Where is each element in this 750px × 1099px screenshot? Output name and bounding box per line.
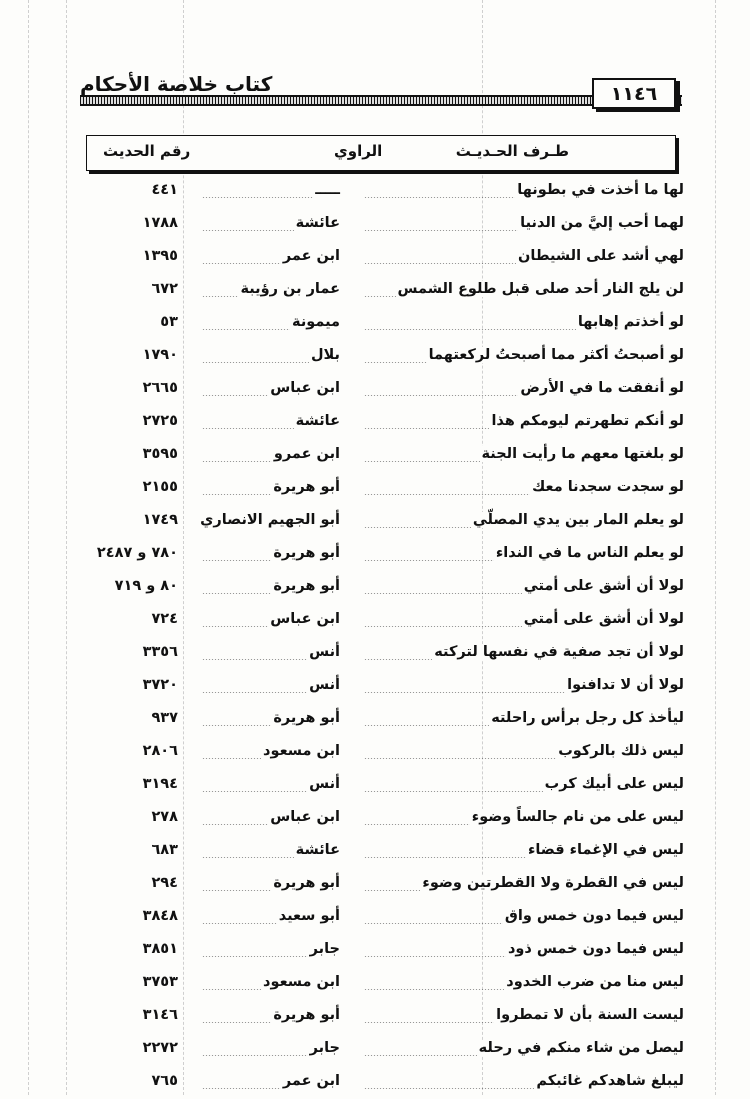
- narrator-name: أبو هريرة: [202, 545, 340, 561]
- hadith-number: ٣٥٩٥: [142, 446, 178, 462]
- hadith-number: ٤٤١: [151, 182, 178, 198]
- narrator-name: ابن عمرو: [202, 446, 340, 462]
- hadith-number: ٧٨٠ و ٢٤٨٧: [96, 545, 178, 561]
- table-row: [0, 670, 750, 703]
- hadith-number: ٢٩٤: [151, 875, 178, 891]
- hadith-number: ٧٢٤: [151, 611, 178, 627]
- hadith-number: ٢٢٧٢: [142, 1040, 178, 1056]
- narrator-name: أبو هريرة: [202, 479, 340, 495]
- narrator-name: أبو هريرة: [202, 710, 340, 726]
- narrator-name: ابن عمر: [202, 1073, 340, 1089]
- hadith-text: ليس على من نام جالساً وضوء: [364, 809, 684, 825]
- narrator-name: أبو هريرة: [202, 1007, 340, 1023]
- hadith-number: ٣٣٥٦: [142, 644, 178, 660]
- table-row: [0, 769, 750, 802]
- hadith-number: ١٧٩٠: [142, 347, 178, 363]
- table-row: [0, 1000, 750, 1033]
- hadith-text: ليس منا من ضرب الخدود: [364, 974, 684, 990]
- hadith-text: ليصل من شاء منكم في رحله: [364, 1040, 684, 1056]
- table-row: [0, 406, 750, 439]
- hadith-number: ٩٣٧: [151, 710, 178, 726]
- hadith-text: لو سجدت سجدنا معك: [364, 479, 684, 495]
- hadith-number: ٣٨٤٨: [142, 908, 178, 924]
- table-row: [0, 901, 750, 934]
- hadith-text: لو أخذتم إهابها: [364, 314, 684, 330]
- column-header: [86, 135, 676, 171]
- hadith-text: ليس فيما دون خمس واق: [364, 908, 684, 924]
- hadith-number: ٢٨٠٦: [142, 743, 178, 759]
- hadith-number: ١٧٨٨: [142, 215, 178, 231]
- hadith-text: لها ما أخذت في بطونها: [364, 182, 684, 198]
- book-title: كتاب خلاصة الأحكام: [80, 72, 273, 96]
- table-row: [0, 472, 750, 505]
- table-row: [0, 604, 750, 637]
- narrator-name: ابن عباس: [202, 611, 340, 627]
- hadith-text: ليأخذ كل رجل برأس راحلته: [364, 710, 684, 726]
- hadith-number: ٦٨٣: [151, 842, 178, 858]
- hadith-number: ٣١٤٦: [142, 1007, 178, 1023]
- table-row: [0, 967, 750, 1000]
- narrator-name: جابر: [202, 1040, 340, 1056]
- hadith-text: لولا أن تجد صفية في نفسها لتركته: [364, 644, 684, 660]
- hadith-index-table: [0, 175, 750, 1099]
- hadith-number: ١٧٤٩: [142, 512, 178, 528]
- narrator-name: ابن عباس: [202, 380, 340, 396]
- table-row: [0, 1033, 750, 1066]
- hadith-text: لولا أن أشق على أمتي: [364, 578, 684, 594]
- hadith-number: ٢٦٦٥: [142, 380, 178, 396]
- narrator-name: عائشة: [202, 842, 340, 858]
- page-header: [80, 72, 682, 106]
- narrator-name: عائشة: [202, 413, 340, 429]
- narrator-name: ابن عمر: [202, 248, 340, 264]
- table-row: [0, 868, 750, 901]
- hadith-text: لو يعلم المار بين يدي المصلّي: [364, 512, 684, 528]
- hadith-number: ٨٠ و ٧١٩: [114, 578, 178, 594]
- hadith-text: لولا أن لا تدافنوا: [364, 677, 684, 693]
- narrator-name: عائشة: [202, 215, 340, 231]
- table-row: [0, 208, 750, 241]
- narrator-name: ابن مسعود: [202, 974, 340, 990]
- narrator-name: أبو هريرة: [202, 875, 340, 891]
- narrator-name: ابن عباس: [202, 809, 340, 825]
- table-row: [0, 340, 750, 373]
- narrator-name: أبو هريرة: [202, 578, 340, 594]
- table-row: [0, 505, 750, 538]
- table-row: [0, 373, 750, 406]
- hadith-text: لو أنكم تطهرتم ليومكم هذا: [364, 413, 684, 429]
- table-row: [0, 703, 750, 736]
- number-column-title: رقم الحديث: [103, 142, 191, 160]
- hadith-number: ٣٧٢٠: [142, 677, 178, 693]
- narrator-name: ميمونة: [202, 314, 340, 330]
- hadith-text: لو يعلم الناس ما في النداء: [364, 545, 684, 561]
- hadith-number: ٦٧٢: [151, 281, 178, 297]
- hadith-text: لهما أحب إليَّ من الدنيا: [364, 215, 684, 231]
- hadith-text: ليس في القطرة ولا القطرتين وضوء: [364, 875, 684, 891]
- hadith-text: ليس على أبيك كرب: [364, 776, 684, 792]
- hadith-text: ليبلغ شاهدكم غائبكم: [364, 1073, 684, 1089]
- table-row: [0, 736, 750, 769]
- table-row: [0, 571, 750, 604]
- narrator-name: أبو الجهيم الانصاري: [200, 512, 340, 528]
- hadith-text: ليست السنة بأن لا تمطروا: [364, 1007, 684, 1023]
- table-row: [0, 274, 750, 307]
- hadith-number: ٣١٩٤: [142, 776, 178, 792]
- hadith-text: لو أصبحتُ أكثر مما أصبحتُ لركعتهما: [364, 347, 684, 363]
- hadith-number: ٥٣: [160, 314, 178, 330]
- narrator-name: جابر: [202, 941, 340, 957]
- hadith-number: ٣٧٥٣: [142, 974, 178, 990]
- narrator-name: ابن مسعود: [202, 743, 340, 759]
- hadith-text: لهي أشد على الشيطان: [364, 248, 684, 264]
- narrator-name: ـــــ: [202, 182, 340, 198]
- narrator-name: أنس: [202, 677, 340, 693]
- table-row: [0, 241, 750, 274]
- narrator-name: بلال: [202, 347, 340, 363]
- hadith-number: ١٣٩٥: [142, 248, 178, 264]
- table-row: [0, 538, 750, 571]
- table-row: [0, 835, 750, 868]
- hadith-text: ليس في الإغماء قضاء: [364, 842, 684, 858]
- table-row: [0, 1066, 750, 1099]
- hadith-text: لو بلغتها معهم ما رأيت الجنة: [364, 446, 684, 462]
- table-row: [0, 802, 750, 835]
- narrator-name: أنس: [202, 644, 340, 660]
- hadith-number: ٧٦٥: [151, 1073, 178, 1089]
- hadith-column-title: طـرف الحـديـث: [455, 142, 569, 160]
- hadith-text: لولا أن أشق على أمتي: [364, 611, 684, 627]
- narrator-name: أبو سعيد: [202, 908, 340, 924]
- table-row: [0, 637, 750, 670]
- table-row: [0, 934, 750, 967]
- table-row: [0, 307, 750, 340]
- hadith-text: لو أنفقت ما في الأرض: [364, 380, 684, 396]
- narrator-name: أنس: [202, 776, 340, 792]
- hadith-number: ٢١٥٥: [142, 479, 178, 495]
- narrator-name: عمار بن رؤيبة: [202, 281, 340, 297]
- page-number: ١١٤٦: [592, 78, 676, 109]
- hadith-text: ليس فيما دون خمس ذود: [364, 941, 684, 957]
- table-row: [0, 175, 750, 208]
- table-row: [0, 439, 750, 472]
- narrator-column-title: الراوي: [334, 142, 383, 160]
- hadith-number: ٢٧٨: [151, 809, 178, 825]
- hadith-text: ليس ذلك بالركوب: [364, 743, 684, 759]
- hadith-number: ٣٨٥١: [142, 941, 178, 957]
- hadith-number: ٢٧٢٥: [142, 413, 178, 429]
- hadith-text: لن يلج النار أحد صلى قبل طلوع الشمس: [364, 281, 684, 297]
